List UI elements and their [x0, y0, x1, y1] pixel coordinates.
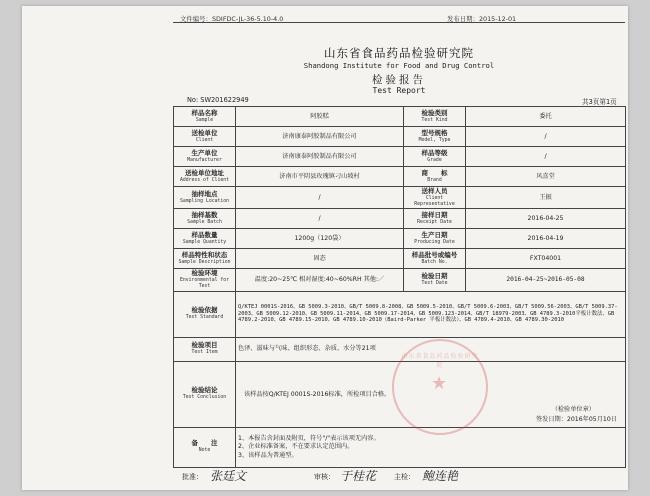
label-test-date: 检验日期 Test Date	[404, 269, 466, 291]
stamp-label: （检验单位章）	[551, 406, 595, 414]
label-model: 型号规格 Model, Type	[404, 127, 466, 147]
note-line-3: 3、该样品为普通型。	[238, 451, 298, 459]
label-batch-no: 样品批号或编号 Batch No.	[404, 249, 466, 269]
label-brand: 商 标 Brand	[404, 167, 466, 187]
issue-date: 发布日期：2015-12-01	[447, 15, 517, 23]
report-page	[22, 6, 628, 490]
inspection-seal-icon: 山东省食品药品检验研究院 ★	[392, 339, 488, 435]
label-producing-date: 生产日期 Producing Date	[404, 229, 466, 249]
report-title-en: Test Report	[372, 86, 426, 95]
table-row	[174, 229, 626, 249]
value-manufacturer: 济南康泰阿胶制品有限公司	[236, 147, 404, 167]
reviewer-signature: 于桂花	[340, 469, 377, 483]
value-test-standard: Q/KTEJ 0001S-2016、GB 5009.3-2010、GB/T 5009.8-2008、GB 5009.5-2010、GB/T 5009.6-2003、GB/T 5009.56-2003、GB/T 5009.37-2003、GB 5009.12-2010、GB 5009.11-2014、GB 5009.17-2014、GB 5009.123-2014、GB/T 18979-2003、GB 4789.3-2010平板计数法、GB 4789.2-2010、GB 4789.15-2010、GB 4789.10-2010（Baird-Parker 平板计数法）、GB 4789.4-2010、GB 4789.30-2010	[236, 291, 626, 337]
approver-label: 批准：	[182, 473, 203, 481]
value-sample-quantity: 1200g（120袋）	[236, 229, 404, 249]
table-row	[174, 209, 626, 229]
label-client-rep: 送样人员 Client Representative	[404, 187, 466, 209]
label-receipt-date: 接样日期 Receipt Date	[404, 209, 466, 229]
approver-signature: 张廷文	[210, 469, 247, 483]
value-test-item: 色泽、滋味与气味、组织形态、杂质、水分等21项	[236, 337, 626, 361]
file-number: 文件编号：SDIFDC-JL-36-5.10-4.0	[180, 15, 284, 23]
institute-name-zh: 山东省食品药品检验研究院	[324, 46, 474, 60]
value-sample: 阿胶糕	[236, 107, 404, 127]
label-sample-batch: 抽样基数 Sample Batch	[174, 209, 236, 229]
label-manufacturer: 生产单位 Manufacturer	[174, 147, 236, 167]
value-environment: 温度:20~25℃ 相对湿度:40~60%RH 其他:／	[236, 269, 404, 291]
value-producing-date: 2016-04-19	[466, 229, 626, 249]
note-line-2: 2、企业标准备案，不在要求认定范围内。	[238, 443, 354, 451]
value-sampling-location: /	[236, 187, 404, 209]
table-row	[174, 249, 626, 269]
label-conclusion: 检验结论 Test Conclusion	[174, 361, 236, 427]
value-client-rep: 王振	[466, 187, 626, 209]
label-sampling-location: 抽样地点 Sampling Location	[174, 187, 236, 209]
value-sample-batch: /	[236, 209, 404, 229]
label-sample-description: 样品特性和状态 Sample Description	[174, 249, 236, 269]
label-sample: 样品名称 Sample	[174, 107, 236, 127]
inspector-signature: 鲍连艳	[422, 469, 459, 483]
inspector-label: 主检：	[394, 473, 415, 481]
header-rule	[173, 22, 625, 23]
label-client: 送检单位 Client	[174, 127, 236, 147]
table-row	[174, 269, 626, 291]
label-note: 备 注 Note	[174, 427, 236, 467]
label-sample-quantity: 样品数量 Sample Quantity	[174, 229, 236, 249]
value-test-date: 2016-04-25~2016-05-08	[466, 269, 626, 291]
report-number: No: SW201622949	[187, 96, 249, 104]
table-row	[174, 427, 626, 467]
report-title-zh: 检验报告	[372, 74, 426, 86]
label-environment: 检验环境 Environmental for Test	[174, 269, 236, 291]
value-model: /	[466, 127, 626, 147]
value-address: 济南市平阴县玫瑰镇刁山坡村	[236, 167, 404, 187]
table-row	[174, 187, 626, 209]
label-test-item: 检验项目 Test Item	[174, 337, 236, 361]
value-client: 济南康泰阿胶制品有限公司	[236, 127, 404, 147]
label-grade: 样品等级 Grade	[404, 147, 466, 167]
conclusion-issue-date: 签发日期：2016年05月10日	[536, 416, 617, 424]
label-test-standard: 检验依据 Test Standard	[174, 291, 236, 337]
conclusion-text: 该样品按Q/KTEJ 0001S-2016标准，所检项目合格。	[244, 391, 391, 399]
table-row	[174, 107, 626, 127]
table-row	[174, 291, 626, 337]
label-address: 送检单位地址 Address of Client	[174, 167, 236, 187]
value-brand: 风喜堂	[466, 167, 626, 187]
value-grade: /	[466, 147, 626, 167]
label-test-kind: 检验类别 Test Kind	[404, 107, 466, 127]
table-row	[174, 167, 626, 187]
value-batch-no: FXT04001	[466, 249, 626, 269]
note-line-1: 1、本报告含封面及附页，符号"/"表示该项无内容。	[238, 434, 380, 442]
page-count: 共3页第1页	[582, 98, 617, 106]
institute-name-en: Shandong Institute for Food and Drug Control	[303, 61, 495, 70]
value-sample-description: 固态	[236, 249, 404, 269]
reviewer-label: 审核：	[314, 473, 335, 481]
table-row	[174, 147, 626, 167]
table-row	[174, 127, 626, 147]
value-test-kind: 委托	[466, 107, 626, 127]
value-receipt-date: 2016-04-25	[466, 209, 626, 229]
